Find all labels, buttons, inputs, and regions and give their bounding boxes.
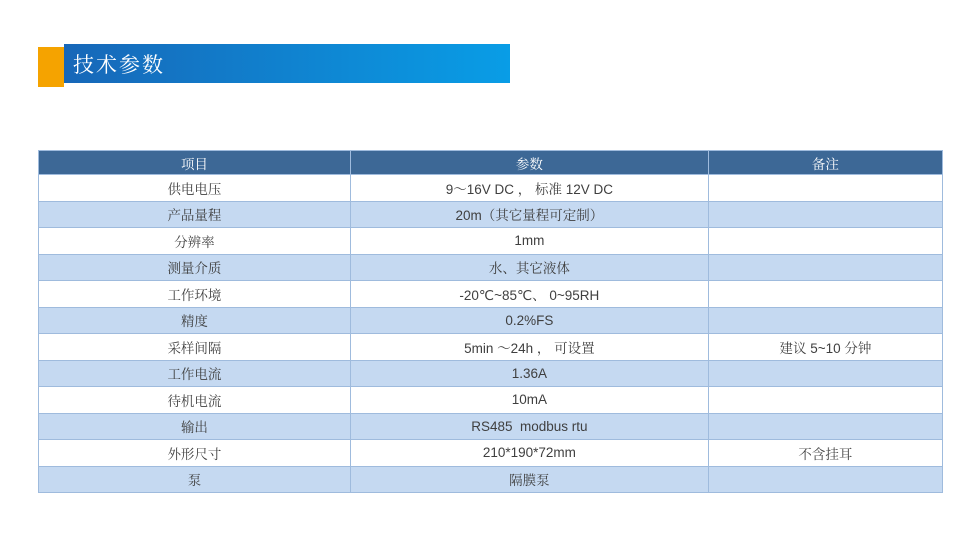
cell-parameter: 1.36A xyxy=(350,360,708,387)
table-row xyxy=(39,440,943,467)
header-cell-item: 项目 xyxy=(39,151,351,175)
cell-parameter: 水、其它液体 xyxy=(350,254,708,281)
cell-remark xyxy=(708,228,942,255)
cell-item: 工作环境 xyxy=(39,281,351,308)
cell-item: 采样间隔 xyxy=(39,334,351,361)
cell-item: 工作电流 xyxy=(39,360,351,387)
header-cell-remark: 备注 xyxy=(708,151,942,175)
cell-remark xyxy=(708,360,942,387)
table-row xyxy=(39,413,943,440)
cell-item: 待机电流 xyxy=(39,387,351,414)
cell-parameter: 210*190*72mm xyxy=(350,440,708,467)
cell-parameter: 20m（其它量程可定制） xyxy=(350,201,708,228)
cell-parameter: -20℃~85℃、 0~95RH xyxy=(350,281,708,308)
header-cell-parameter: 参数 xyxy=(350,151,708,175)
cell-item: 供电电压 xyxy=(39,175,351,202)
table-row xyxy=(39,281,943,308)
table-row xyxy=(39,175,943,202)
table-row xyxy=(39,201,943,228)
cell-remark xyxy=(708,307,942,334)
cell-parameter: 9～16V DC ， 标准 12V DC xyxy=(350,175,708,202)
table-row xyxy=(39,228,943,255)
table-row xyxy=(39,254,943,281)
cell-item: 产品量程 xyxy=(39,201,351,228)
spec-table-body xyxy=(39,175,943,493)
cell-item: 泵 xyxy=(39,466,351,493)
cell-remark xyxy=(708,254,942,281)
cell-parameter: 1mm xyxy=(350,228,708,255)
title-accent-square xyxy=(38,47,64,87)
cell-parameter: 0.2%FS xyxy=(350,307,708,334)
table-row xyxy=(39,466,943,493)
table-row xyxy=(39,360,943,387)
table-row xyxy=(39,307,943,334)
cell-item: 测量介质 xyxy=(39,254,351,281)
header-row xyxy=(39,151,943,175)
cell-item: 分辨率 xyxy=(39,228,351,255)
title-bar xyxy=(64,44,510,83)
cell-remark xyxy=(708,175,942,202)
cell-remark xyxy=(708,466,942,493)
page-title: 技术参数 xyxy=(73,53,165,77)
cell-remark xyxy=(708,201,942,228)
cell-parameter: 5min ～24h ， 可设置 xyxy=(350,334,708,361)
cell-remark xyxy=(708,413,942,440)
cell-parameter: 隔膜泵 xyxy=(350,466,708,493)
cell-remark xyxy=(708,281,942,308)
cell-parameter: 10mA xyxy=(350,387,708,414)
cell-parameter: RS485 modbus rtu xyxy=(350,413,708,440)
cell-remark xyxy=(708,387,942,414)
cell-item: 输出 xyxy=(39,413,351,440)
cell-item: 外形尺寸 xyxy=(39,440,351,467)
cell-remark: 不含挂耳 xyxy=(708,440,942,467)
cell-remark: 建议 5~10 分钟 xyxy=(708,334,942,361)
table-row xyxy=(39,387,943,414)
spec-table xyxy=(38,150,943,493)
table-row xyxy=(39,334,943,361)
cell-item: 精度 xyxy=(39,307,351,334)
